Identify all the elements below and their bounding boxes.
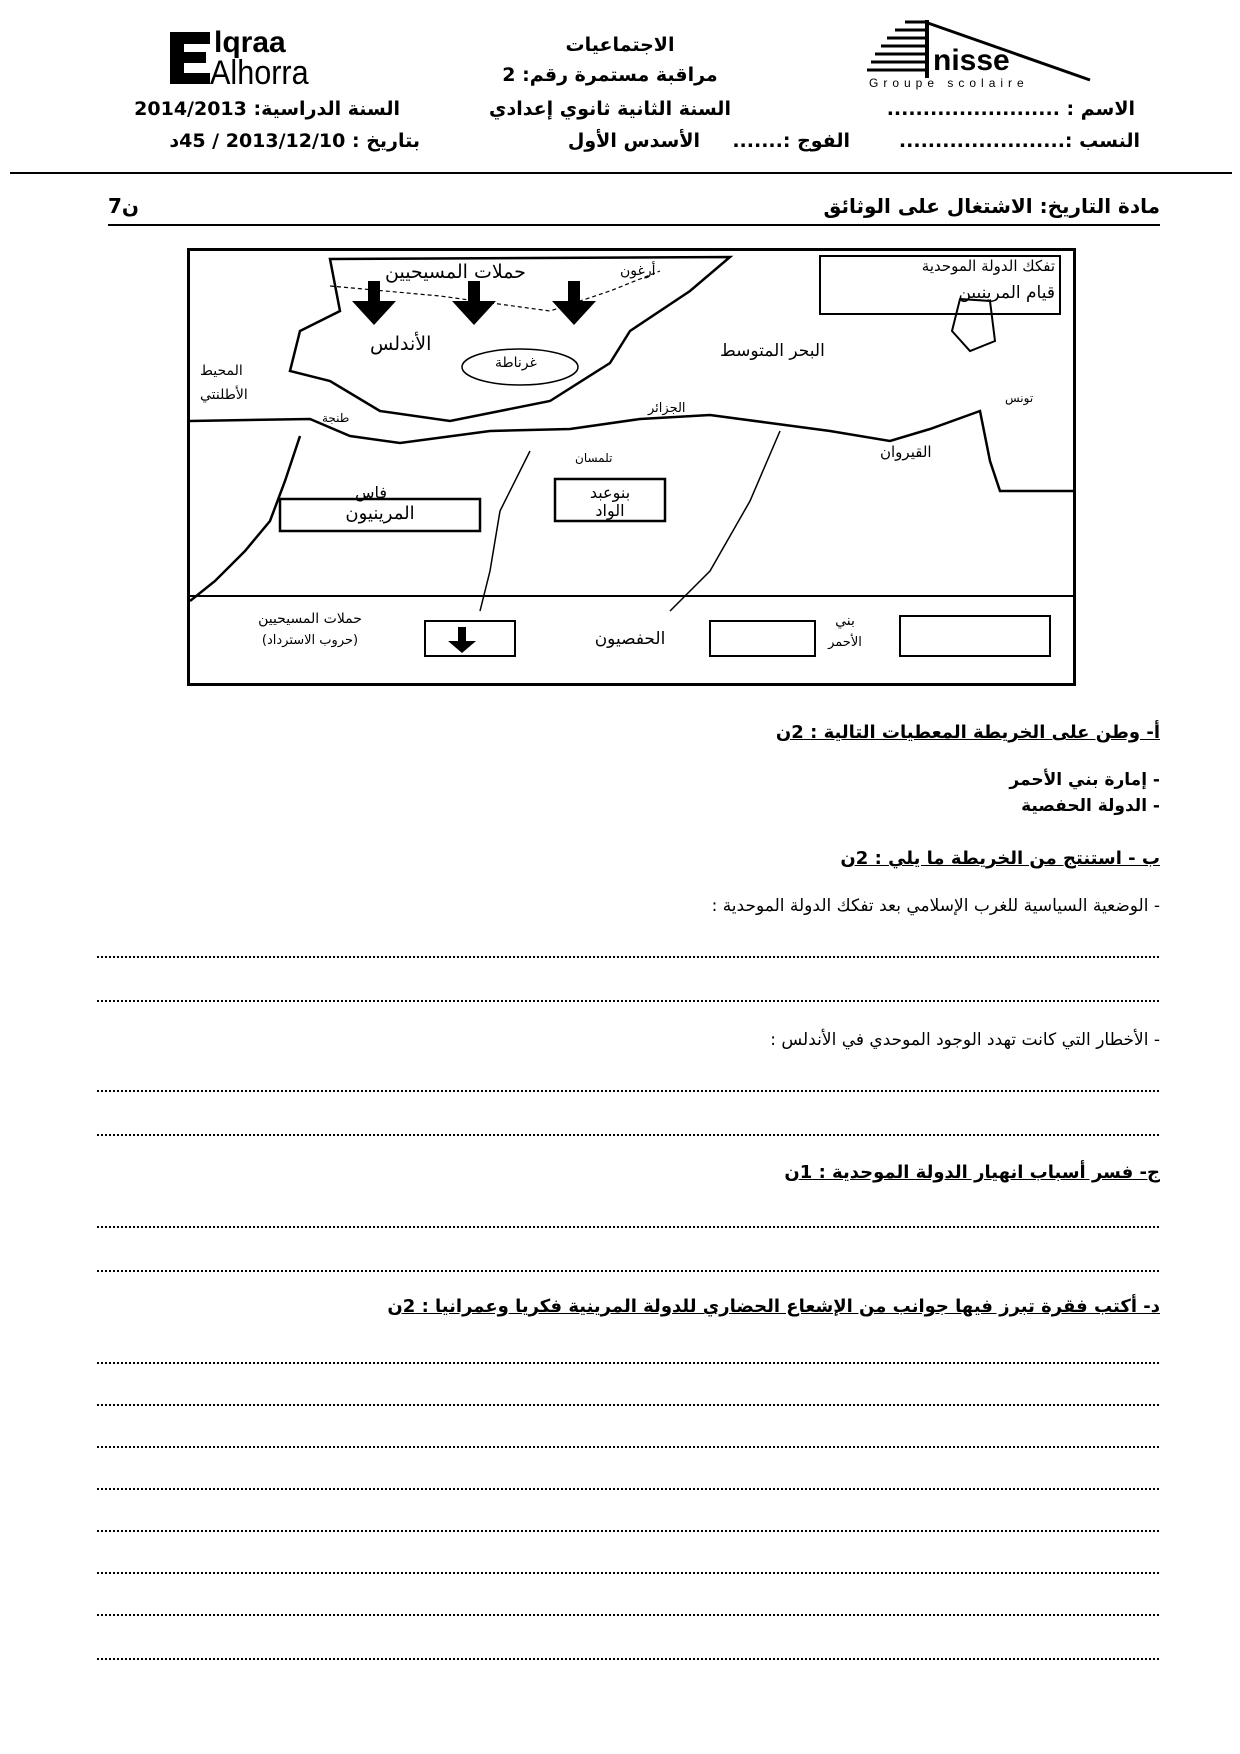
header-divider bbox=[10, 172, 1232, 174]
answer-line[interactable] bbox=[97, 1000, 1159, 1002]
map-label-atlantic-1: المحيط bbox=[200, 363, 243, 379]
question-b-title bbox=[840, 848, 1160, 869]
question-d-points: 2ن bbox=[387, 1296, 416, 1317]
history-map bbox=[187, 248, 1076, 686]
question-c-points: 1ن bbox=[784, 1162, 813, 1183]
school-logo-right bbox=[865, 20, 1095, 92]
map-label-marinids: المرينيون bbox=[345, 503, 415, 524]
answer-line[interactable] bbox=[97, 1530, 1159, 1532]
logo-left-line1: lqraa bbox=[214, 26, 286, 59]
map-label-tangier: طنجة bbox=[322, 411, 350, 425]
answer-line[interactable] bbox=[97, 1270, 1159, 1272]
logo-right-sub: Groupe scolaire bbox=[869, 76, 1029, 90]
legend-nasrids-1: بني bbox=[835, 613, 855, 629]
map-label-atlantic-2: الأطلنتي bbox=[200, 387, 248, 403]
question-b-item2: - الأخطار التي كانت تهدد الوجود الموحدي في الأندلس : bbox=[770, 1030, 1160, 1050]
subject-title: الاجتماعيات bbox=[565, 34, 675, 56]
question-b-text: ب - استنتج من الخريطة ما يلي : bbox=[874, 848, 1160, 869]
map-label-tunis: تونس bbox=[1005, 391, 1034, 405]
question-b-points: 2ن bbox=[840, 848, 869, 869]
question-a-points: 2ن bbox=[775, 722, 804, 743]
question-c-text: ج- فسر أسباب انهيار الدولة الموحدية : bbox=[818, 1162, 1160, 1183]
map-label-tlemcen: تلمسان bbox=[575, 451, 613, 465]
map-label-mediterranean: البحر المتوسط bbox=[720, 341, 825, 361]
exam-date: بتاريخ : 2013/12/10 / 45د bbox=[169, 130, 420, 152]
legend-nasrids-2: الأحمر bbox=[828, 635, 862, 650]
answer-line[interactable] bbox=[97, 1572, 1159, 1574]
answer-line[interactable] bbox=[97, 1404, 1159, 1406]
map-title-line1: تفكك الدولة الموحدية bbox=[921, 257, 1055, 275]
map-label-campaigns: حملات المسيحيين bbox=[385, 261, 526, 283]
student-surname-field[interactable]: النسب :....................... bbox=[898, 130, 1140, 152]
semester-title: الأسدس الأول bbox=[567, 130, 700, 152]
map-label-andalus: الأندلس bbox=[370, 333, 432, 355]
exam-title: مراقبة مستمرة رقم: 2 bbox=[502, 64, 718, 86]
answer-line[interactable] bbox=[97, 1134, 1159, 1136]
legend-campaigns-1: حملات المسيحيين bbox=[258, 611, 362, 627]
answer-line[interactable] bbox=[97, 1446, 1159, 1448]
map-label-granada: غرناطة bbox=[495, 355, 537, 371]
legend-hafsids: الحفصيون bbox=[594, 629, 666, 649]
question-b-item1: - الوضعية السياسية للغرب الإسلامي بعد تفكك الدولة الموحدية : bbox=[711, 896, 1160, 916]
answer-line[interactable] bbox=[97, 1614, 1159, 1616]
question-d-title bbox=[387, 1296, 1160, 1317]
logo-right-name: nisse bbox=[933, 44, 1010, 77]
map-label-kairouan: القيروان bbox=[880, 443, 932, 461]
question-a-text: أ- وطن على الخريطة المعطيات التالية : bbox=[810, 722, 1160, 743]
map-label-abdalwadids-1: بنوعبد bbox=[589, 483, 631, 502]
answer-line[interactable] bbox=[97, 1226, 1159, 1228]
question-c-title bbox=[784, 1162, 1160, 1183]
question-a-title bbox=[776, 722, 1160, 743]
campaign-arrows bbox=[352, 281, 596, 325]
legend-campaigns-2: (حروب الاسترداد) bbox=[261, 633, 359, 648]
map-label-fes: فاس bbox=[355, 483, 388, 502]
answer-line[interactable] bbox=[97, 1488, 1159, 1490]
answer-line[interactable] bbox=[97, 1090, 1159, 1092]
section-title: مادة التاريخ: الاشتغال على الوثائق bbox=[823, 194, 1160, 218]
question-a-item1: - إمارة بني الأحمر bbox=[1009, 770, 1160, 790]
student-name-field[interactable]: الاسم : ........................ bbox=[886, 98, 1135, 120]
logo-left-line2: Alhorra bbox=[210, 54, 309, 92]
map-title-line2: قيام المرينيين bbox=[958, 283, 1055, 303]
question-d-text: د- أكتب فقرة تبرز فيها جوانب من الإشعاع الحضاري للدولة المرينية فكريا وعمرانيا : bbox=[421, 1296, 1160, 1317]
school-logo-left bbox=[170, 26, 380, 92]
map-label-abdalwadids-2: الواد bbox=[595, 501, 625, 520]
section-points: 7ن bbox=[108, 194, 139, 218]
map-label-algiers: الجزائر bbox=[648, 401, 686, 416]
answer-line[interactable] bbox=[97, 1658, 1159, 1660]
answer-line[interactable] bbox=[97, 1362, 1159, 1364]
answer-line[interactable] bbox=[97, 956, 1159, 958]
map-label-aragon: أرغون bbox=[620, 263, 656, 279]
school-year: السنة الدراسية: 2014/2013 bbox=[134, 98, 400, 120]
question-a-item2: - الدولة الحفصية bbox=[1021, 796, 1160, 816]
section-title-bar bbox=[108, 194, 1160, 226]
student-group-field[interactable]: الفوج :....... bbox=[732, 130, 850, 152]
level-title: السنة الثانية ثانوي إعدادي bbox=[489, 98, 731, 120]
